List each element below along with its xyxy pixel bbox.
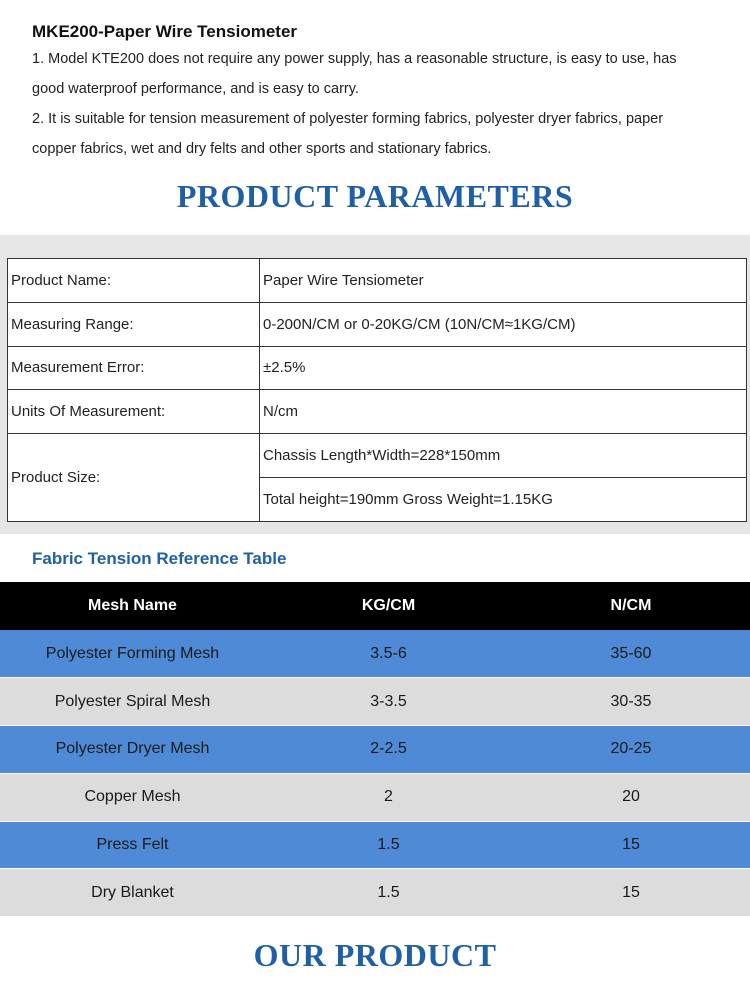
table-row — [0, 630, 750, 678]
table-cell: Polyester Forming Mesh — [0, 630, 265, 678]
param-row — [8, 259, 747, 303]
parameters-table — [7, 258, 747, 522]
param-label: Product Name: — [8, 259, 260, 303]
table-cell: 2-2.5 — [265, 726, 512, 774]
reference-header-row — [0, 582, 750, 630]
param-label: Measurement Error: — [8, 346, 260, 390]
param-row — [8, 434, 747, 478]
table-cell: 3.5-6 — [265, 630, 512, 678]
table-row — [0, 773, 750, 821]
table-cell: 20-25 — [512, 726, 750, 774]
product-title: MKE200-Paper Wire Tensiometer — [32, 22, 298, 41]
table-cell: 30-35 — [512, 678, 750, 726]
param-label: Product Size: — [8, 434, 260, 522]
intro-line-2: good waterproof performance, and is easy to carry. — [32, 81, 359, 97]
param-label: Units Of Measurement: — [8, 390, 260, 434]
intro-line-3: 2. It is suitable for tension measurement of polyester forming fabrics, polyester dryer fabrics, paper — [32, 111, 664, 127]
param-value: ±2.5% — [260, 346, 747, 390]
param-value: N/cm — [260, 390, 747, 434]
table-cell: Polyester Dryer Mesh — [0, 726, 265, 774]
table-cell: 3-3.5 — [265, 678, 512, 726]
param-row — [8, 302, 747, 346]
table-row — [0, 678, 750, 726]
table-cell: Press Felt — [0, 821, 265, 869]
table-cell: Polyester Spiral Mesh — [0, 678, 265, 726]
column-header: Mesh Name — [0, 582, 265, 630]
table-row — [0, 821, 750, 869]
table-cell: 2 — [265, 773, 512, 821]
table-cell: 1.5 — [265, 821, 512, 869]
param-value: 0-200N/CM or 0-20KG/CM (10N/CM≈1KG/CM) — [260, 302, 747, 346]
reference-table-heading: Fabric Tension Reference Table — [32, 549, 287, 568]
intro-line-1: 1. Model KTE200 does not require any power supply, has a reasonable structure, is easy to use, has — [32, 51, 677, 67]
table-cell: Copper Mesh — [0, 773, 265, 821]
reference-table — [0, 582, 750, 917]
table-cell: Dry Blanket — [0, 869, 265, 917]
column-header: N/CM — [512, 582, 750, 630]
table-cell: 35-60 — [512, 630, 750, 678]
param-row — [8, 346, 747, 390]
table-cell: 15 — [512, 869, 750, 917]
our-product-heading: OUR PRODUCT — [253, 937, 497, 973]
intro-section — [32, 20, 732, 164]
column-header: KG/CM — [265, 582, 512, 630]
param-row — [8, 390, 747, 434]
param-value: Paper Wire Tensiometer — [260, 259, 747, 303]
parameters-heading: PRODUCT PARAMETERS — [176, 178, 574, 214]
table-cell: 1.5 — [265, 869, 512, 917]
table-row — [0, 726, 750, 774]
param-label: Measuring Range: — [8, 302, 260, 346]
intro-line-4: copper fabrics, wet and dry felts and other sports and stationary fabrics. — [32, 141, 492, 157]
param-value: Chassis Length*Width=228*150mm — [260, 434, 747, 478]
table-cell: 20 — [512, 773, 750, 821]
param-value: Total height=190mm Gross Weight=1.15KG — [260, 477, 747, 521]
table-row — [0, 869, 750, 917]
table-cell: 15 — [512, 821, 750, 869]
